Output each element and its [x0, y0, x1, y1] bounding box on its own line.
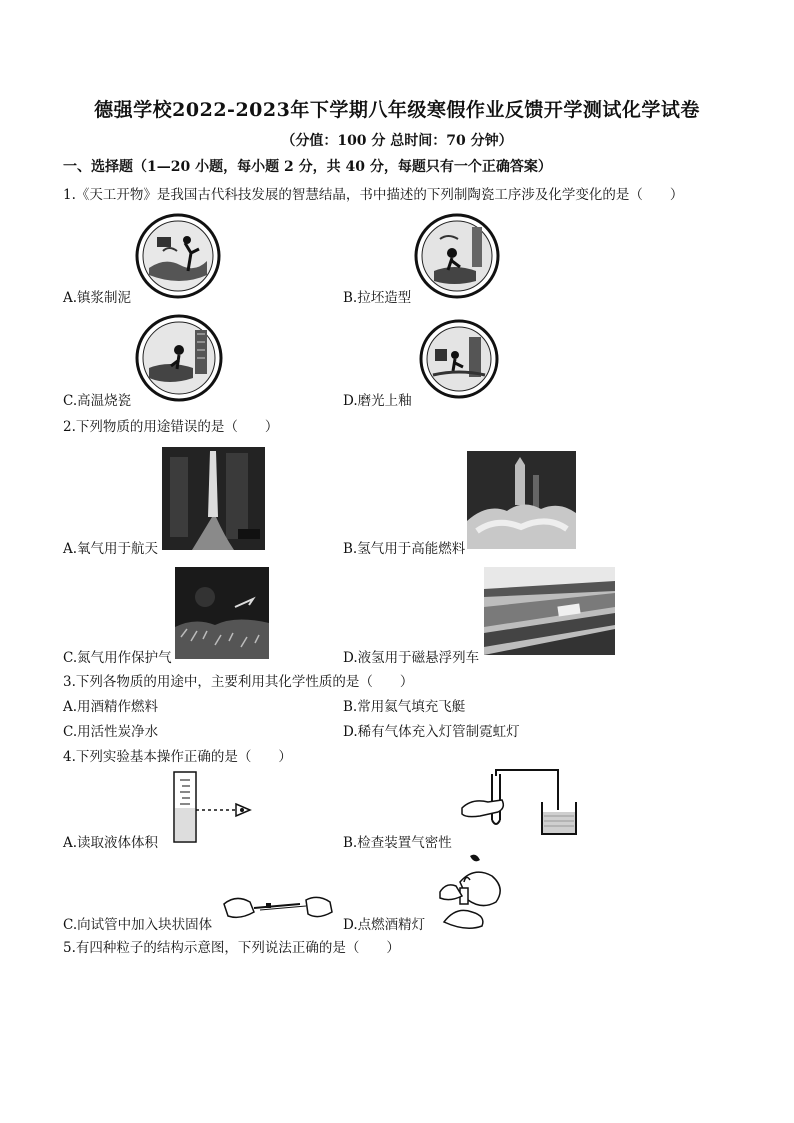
pottery-firing-icon — [135, 314, 223, 402]
graduated-cylinder-icon — [166, 770, 256, 844]
page-title: 德强学校2022-2023年下学期八年级寒假作业反馈开学测试化学试卷 — [94, 99, 700, 121]
page-subtitle: （分值：100 分 总时间：70 分钟） — [281, 133, 513, 149]
question-2-stem: 2.下列物质的用途错误的是（ ） — [63, 419, 279, 435]
q3-option-a: A.用酒精作燃料 — [63, 699, 159, 715]
q4-option-a: A.读取液体体积 — [63, 835, 159, 851]
pottery-shaping-icon — [414, 213, 500, 299]
rocket-launch-photo — [162, 447, 265, 550]
q4-option-b: B.检查装置气密性 — [343, 835, 452, 851]
question-4-stem: 4.下列实验基本操作正确的是（ ） — [63, 749, 292, 765]
q1-option-c: C.高温烧瓷 — [63, 393, 132, 409]
grain-storage-photo — [175, 567, 269, 659]
q2-option-d: D.液氢用于磁悬浮列车 — [343, 650, 480, 666]
section-heading: 一、选择题（1—20 小题，每小题 2 分，共 40 分，每题只有一个正确答案） — [63, 159, 552, 175]
pottery-clay-icon — [135, 213, 221, 299]
q3-option-d: D.稀有气体充入灯管制霓虹灯 — [343, 724, 520, 740]
q1-option-b: B.拉坯造型 — [343, 290, 412, 306]
light-alcohol-lamp-icon — [432, 852, 516, 934]
question-1-stem: 1.《天工开物》是我国古代科技发展的智慧结晶，书中描述的下列制陶瓷工序涉及化学变化的是（ ） — [63, 187, 684, 203]
add-solid-to-tube-icon — [220, 890, 335, 924]
q3-option-b: B.常用氦气填充飞艇 — [343, 699, 466, 715]
pottery-glazing-icon — [419, 319, 499, 399]
maglev-train-photo — [484, 567, 615, 655]
q2-option-a: A.氧气用于航天 — [63, 541, 159, 557]
question-3-stem: 3.下列各物质的用途中，主要利用其化学性质的是（ ） — [63, 674, 414, 690]
q1-option-a: A.镇浆制泥 — [63, 290, 132, 306]
q4-option-d: D.点燃酒精灯 — [343, 917, 426, 933]
q2-option-b: B.氢气用于高能燃料 — [343, 541, 466, 557]
q3-option-c: C.用活性炭净水 — [63, 724, 159, 740]
airtightness-check-icon — [458, 768, 582, 838]
q2-option-c: C.氮气用作保护气 — [63, 650, 172, 666]
question-5-stem: 5.有四种粒子的结构示意图，下列说法正确的是（ ） — [63, 940, 400, 956]
rocket-fuel-photo — [467, 451, 576, 549]
q1-option-d: D.磨光上釉 — [343, 393, 412, 409]
q4-option-c: C.向试管中加入块状固体 — [63, 917, 213, 933]
